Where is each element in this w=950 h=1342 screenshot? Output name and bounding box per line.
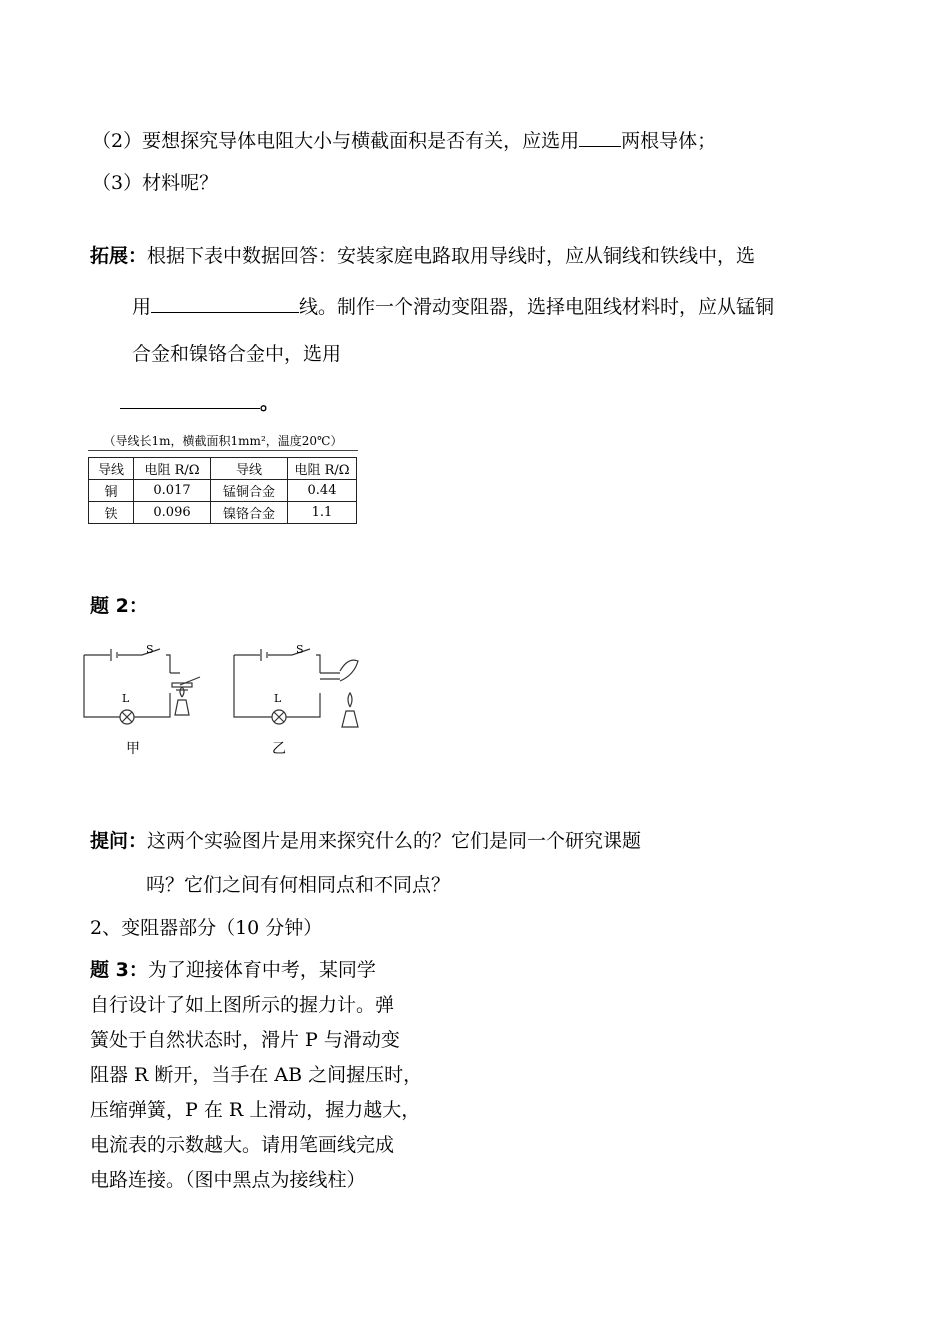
table-header: 电阻 R/Ω xyxy=(134,458,211,480)
switch-label: S xyxy=(296,643,304,656)
extension-line-4 xyxy=(120,388,279,416)
table-row xyxy=(89,480,357,502)
question-2-text: （2）要想探究导体电阻大小与横截面积是否有关，应选用 xyxy=(92,130,580,152)
table-header: 导线 xyxy=(211,458,288,480)
question-3-line-4: 阻器 R 断开，当手在 AB 之间握压时， xyxy=(90,1064,423,1086)
question-3-line-7: 电路连接。（图中黑点为接线柱） xyxy=(90,1169,366,1191)
question-3-line-6: 电流表的示数越大。请用笔画线完成 xyxy=(90,1134,395,1156)
period: 。 xyxy=(260,392,280,414)
ask-text-1: 这两个实验图片是用来探究什么的？它们是同一个研究课题 xyxy=(147,830,642,852)
table-cell: 镍铬合金 xyxy=(211,502,288,524)
ask-line-1 xyxy=(90,828,641,854)
extension-line-2 xyxy=(132,292,774,320)
extension-line-3: 合金和镍铬合金中，选用 xyxy=(132,343,342,365)
question-3-label: 题 3： xyxy=(90,959,148,981)
extension-line-1 xyxy=(90,243,755,269)
circuit-diagram-jia xyxy=(80,645,210,730)
answer-blank[interactable] xyxy=(579,126,621,147)
table-caption: （导线长1m，横截面积1mm²，温度20℃） xyxy=(88,432,358,451)
question-3-line-3: 簧处于自然状态时，滑片 P 与滑动变 xyxy=(90,1029,400,1051)
ask-line-2: 吗？它们之间有何相同点和不同点？ xyxy=(146,874,451,896)
extension-label: 拓展： xyxy=(90,245,148,267)
ask-label: 提问： xyxy=(90,830,148,852)
extension-text-1: 根据下表中数据回答：安装家庭电路取用导线时，应从铜线和铁线中，选 xyxy=(147,245,756,267)
figure-label-yi: 乙 xyxy=(272,741,286,757)
section-2-heading: 2、变阻器部分（10 分钟） xyxy=(90,917,323,939)
table-cell: 0.096 xyxy=(134,502,211,524)
table-cell: 锰铜合金 xyxy=(211,480,288,502)
answer-blank[interactable] xyxy=(151,292,299,313)
question-3-text-1: 为了迎接体育中考，某同学 xyxy=(147,959,376,981)
table-header-row xyxy=(89,458,357,480)
question-2 xyxy=(92,126,716,154)
extension-text-2a: 用 xyxy=(132,296,152,318)
table-cell: 铜 xyxy=(89,480,134,502)
table-cell: 1.1 xyxy=(288,502,357,524)
resistance-table xyxy=(88,457,357,524)
table-row xyxy=(89,502,357,524)
lamp-label: L xyxy=(274,692,282,705)
figure-label-jia: 甲 xyxy=(126,741,140,757)
table-cell: 0.44 xyxy=(288,480,357,502)
answer-blank[interactable] xyxy=(120,388,260,409)
question-3-line-2: 自行设计了如上图所示的握力计。弹 xyxy=(90,994,395,1016)
table-header: 导线 xyxy=(89,458,134,480)
table-cell: 0.017 xyxy=(134,480,211,502)
question-3-line-1 xyxy=(90,957,376,983)
circuit-diagram-yi xyxy=(230,645,370,735)
question-3-line-5: 压缩弹簧，P 在 R 上滑动，握力越大， xyxy=(90,1099,421,1121)
lamp-label: L xyxy=(122,692,130,705)
question-2-end: 两根导体； xyxy=(621,130,717,152)
table-header: 电阻 R/Ω xyxy=(288,458,357,480)
question-3: （3）材料呢？ xyxy=(92,172,219,194)
extension-text-2b: 线。制作一个滑动变阻器，选择电阻线材料时，应从锰铜 xyxy=(299,296,775,318)
switch-label: S xyxy=(146,643,154,656)
table-cell: 铁 xyxy=(89,502,134,524)
question-2-label: 题 2： xyxy=(90,595,148,617)
